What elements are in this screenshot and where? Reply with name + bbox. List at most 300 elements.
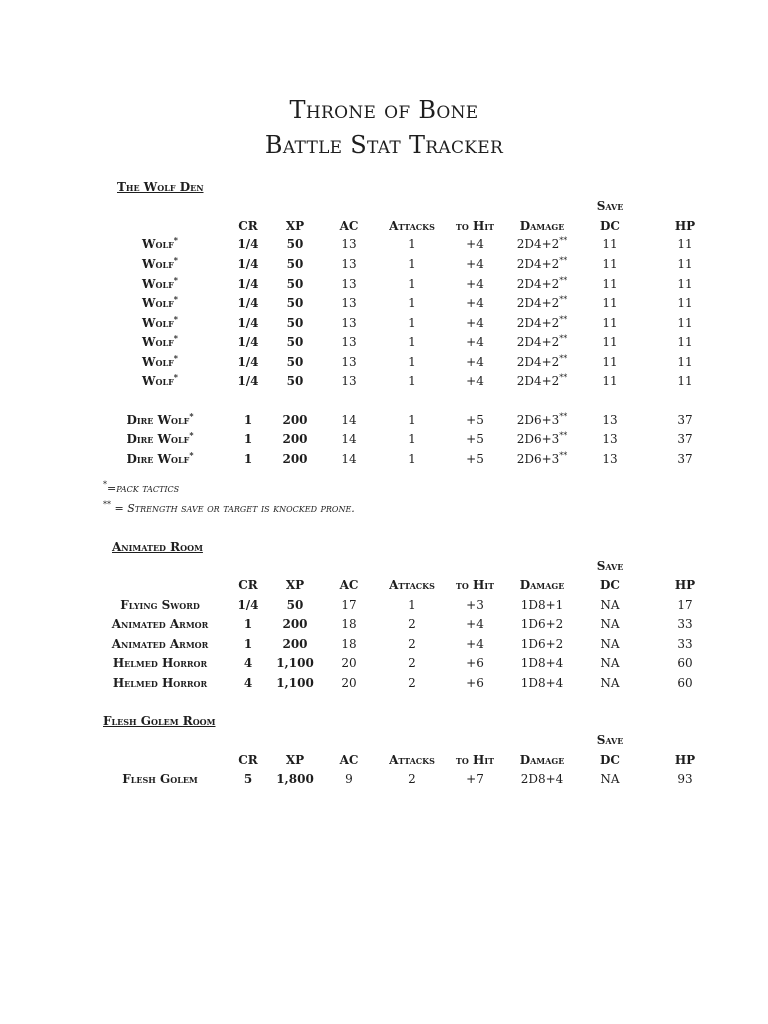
- cell-ac: [341, 617, 356, 631]
- footnote-mark: *: [173, 255, 178, 265]
- cell-damage: [517, 432, 568, 446]
- cell-to-hit: [466, 237, 484, 251]
- cell-value: 11: [602, 296, 618, 310]
- column-header-xp: XP: [285, 578, 305, 592]
- footnote: [103, 502, 355, 515]
- cell-xp: [287, 277, 304, 291]
- cell-value: 1D8+1: [520, 598, 564, 612]
- cell-value: 1: [408, 257, 416, 271]
- cell-xp: [287, 598, 304, 612]
- monster-name: [112, 617, 209, 631]
- column-header-dc: DC: [600, 753, 620, 767]
- footnote-mark: **: [559, 431, 568, 440]
- cell-ac: [341, 237, 356, 251]
- cell-value: 2: [408, 617, 416, 631]
- cell-value: 200: [282, 432, 308, 446]
- monster-name-text: Dire Wolf: [126, 432, 190, 446]
- cell-value: 11: [677, 316, 693, 330]
- footnote-mark: **: [559, 334, 568, 343]
- cell-value: +5: [466, 432, 484, 446]
- cell-damage: [521, 772, 564, 786]
- cell-cr: [244, 432, 252, 446]
- cell-xp: [287, 374, 304, 388]
- column-header-to-hit: to Hit: [455, 753, 495, 767]
- cell-ac: [341, 355, 356, 369]
- cell-value: 2D6+3: [516, 432, 560, 446]
- cell-attacks: [408, 296, 416, 310]
- cell-value: 1D8+4: [520, 656, 564, 670]
- cell-dc: [602, 355, 617, 369]
- column-header-dc: DC: [600, 578, 620, 592]
- cell-dc: [602, 432, 617, 446]
- footnote-mark: **: [559, 276, 568, 285]
- cell-value: 2D4+2: [516, 257, 560, 271]
- cell-value: NA: [600, 656, 620, 670]
- cell-value: 1: [243, 432, 253, 446]
- cell-xp: [276, 772, 314, 786]
- cell-value: 13: [602, 452, 618, 466]
- cell-to-hit: [466, 772, 484, 786]
- cell-ac: [341, 413, 356, 427]
- cell-value: 11: [602, 335, 618, 349]
- column-header-damage: Damage: [519, 578, 565, 592]
- footnote-mark: **: [559, 373, 568, 382]
- cell-value: 11: [602, 277, 618, 291]
- monster-name: [142, 335, 178, 349]
- footnote: [103, 482, 179, 495]
- cell-value: 1,100: [276, 656, 314, 670]
- cell-cr: [244, 637, 252, 651]
- monster-name: [142, 237, 178, 251]
- cell-hp: [677, 374, 692, 388]
- cell-hp: [677, 355, 692, 369]
- cell-value: +4: [466, 335, 484, 349]
- monster-name: [142, 277, 178, 291]
- cell-ac: [341, 374, 356, 388]
- monster-name: [126, 432, 193, 446]
- footnote-text: = Strength save or target is knocked prone.: [111, 502, 355, 515]
- cell-value: +6: [466, 676, 484, 690]
- column-header-save: Save: [596, 733, 624, 747]
- cell-value: 200: [282, 637, 308, 651]
- cell-value: 2: [408, 676, 416, 690]
- cell-attacks: [408, 413, 416, 427]
- footnote-mark: **: [559, 354, 568, 363]
- footnote-mark: *: [189, 430, 194, 440]
- cell-hp: [677, 617, 692, 631]
- cell-value: 13: [341, 374, 357, 388]
- monster-name-text: Animated Armor: [111, 637, 209, 651]
- cell-dc: [602, 296, 617, 310]
- cell-value: 2D8+4: [520, 772, 564, 786]
- cell-hp: [677, 277, 692, 291]
- column-header-attacks: Attacks: [389, 578, 435, 592]
- cell-cr: [244, 656, 252, 670]
- cell-to-hit: [466, 355, 484, 369]
- cell-value: 1/4: [237, 296, 259, 310]
- monster-name-text: Wolf: [142, 335, 174, 349]
- cell-damage: [517, 296, 568, 310]
- cell-to-hit: [466, 277, 484, 291]
- cell-hp: [677, 772, 692, 786]
- cell-hp: [677, 237, 692, 251]
- cell-dc: [600, 772, 619, 786]
- cell-xp: [276, 676, 314, 690]
- cell-value: 1D6+2: [520, 637, 564, 651]
- cell-value: 1: [243, 637, 253, 651]
- cell-ac: [341, 335, 356, 349]
- cell-damage: [517, 374, 568, 388]
- cell-attacks: [408, 617, 416, 631]
- cell-value: +4: [466, 257, 484, 271]
- cell-value: 11: [677, 355, 693, 369]
- cell-value: 1: [408, 598, 416, 612]
- cell-xp: [287, 257, 304, 271]
- cell-xp: [287, 316, 304, 330]
- cell-value: 13: [341, 277, 357, 291]
- cell-value: 5: [243, 772, 253, 786]
- cell-hp: [677, 316, 692, 330]
- cell-value: 20: [341, 656, 357, 670]
- cell-cr: [244, 676, 252, 690]
- cell-hp: [677, 257, 692, 271]
- monster-name: [120, 598, 200, 612]
- footnote-mark: *: [173, 294, 178, 304]
- cell-value: +4: [466, 316, 484, 330]
- column-header-hp: HP: [674, 753, 696, 767]
- cell-attacks: [408, 257, 416, 271]
- cell-value: 1: [408, 296, 416, 310]
- section-heading: Flesh Golem Room: [103, 714, 216, 728]
- footnote-mark: *: [173, 235, 178, 245]
- cell-value: 1: [243, 413, 253, 427]
- column-header-attacks: Attacks: [389, 753, 435, 767]
- cell-damage: [517, 452, 568, 466]
- cell-value: 13: [341, 316, 357, 330]
- monster-name-text: Animated Armor: [111, 617, 209, 631]
- cell-value: 50: [286, 277, 304, 291]
- cell-hp: [677, 656, 692, 670]
- cell-value: +4: [466, 374, 484, 388]
- cell-dc: [602, 452, 617, 466]
- monster-name: [112, 637, 209, 651]
- cell-damage: [521, 598, 564, 612]
- cell-value: 11: [602, 316, 618, 330]
- cell-dc: [600, 676, 619, 690]
- cell-damage: [521, 676, 564, 690]
- footnote-mark: **: [559, 256, 568, 265]
- cell-value: 1,100: [276, 676, 314, 690]
- cell-value: 33: [677, 617, 693, 631]
- monster-name: [113, 656, 207, 670]
- cell-dc: [602, 257, 617, 271]
- footnote-mark: **: [559, 295, 568, 304]
- cell-dc: [602, 335, 617, 349]
- cell-to-hit: [466, 413, 484, 427]
- monster-name: [126, 452, 193, 466]
- cell-value: 11: [677, 335, 693, 349]
- cell-value: 1D8+4: [520, 676, 564, 690]
- cell-value: 1: [408, 316, 416, 330]
- cell-attacks: [408, 452, 416, 466]
- cell-cr: [237, 335, 258, 349]
- monster-name: [126, 413, 193, 427]
- cell-cr: [244, 452, 252, 466]
- cell-value: 1: [243, 452, 253, 466]
- cell-value: NA: [600, 598, 620, 612]
- cell-value: 13: [341, 335, 357, 349]
- cell-xp: [282, 637, 307, 651]
- monster-name: [142, 257, 178, 271]
- cell-value: NA: [600, 676, 620, 690]
- cell-value: 18: [341, 637, 357, 651]
- monster-name-text: Wolf: [142, 237, 174, 251]
- cell-xp: [276, 656, 314, 670]
- cell-value: 14: [341, 432, 357, 446]
- cell-to-hit: [466, 432, 484, 446]
- cell-value: 60: [677, 676, 693, 690]
- monster-name: [142, 355, 178, 369]
- cell-to-hit: [466, 257, 484, 271]
- cell-value: 1: [408, 237, 416, 251]
- footnote-mark: *: [189, 411, 194, 421]
- cell-value: 33: [677, 637, 693, 651]
- monster-name-text: Flying Sword: [120, 598, 200, 612]
- cell-to-hit: [466, 316, 484, 330]
- cell-hp: [677, 296, 692, 310]
- cell-ac: [341, 296, 356, 310]
- cell-value: 50: [286, 316, 304, 330]
- cell-xp: [282, 413, 307, 427]
- footnote-mark: **: [559, 236, 568, 245]
- cell-dc: [600, 656, 619, 670]
- cell-xp: [287, 335, 304, 349]
- cell-value: NA: [600, 772, 620, 786]
- column-header-cr: CR: [238, 219, 258, 233]
- cell-dc: [600, 617, 619, 631]
- column-header-save: Save: [596, 199, 624, 213]
- cell-value: 93: [677, 772, 693, 786]
- cell-value: 1: [408, 432, 416, 446]
- footnote-mark: **: [559, 451, 568, 460]
- cell-value: 2D4+2: [516, 277, 560, 291]
- cell-value: +3: [466, 598, 484, 612]
- cell-value: 200: [282, 452, 308, 466]
- cell-to-hit: [466, 296, 484, 310]
- monster-name-text: Wolf: [142, 355, 174, 369]
- cell-value: 17: [341, 598, 357, 612]
- cell-value: 9: [345, 772, 353, 786]
- column-header-xp: XP: [285, 753, 305, 767]
- cell-hp: [677, 637, 692, 651]
- cell-ac: [341, 676, 356, 690]
- cell-value: 1,800: [276, 772, 314, 786]
- cell-value: 50: [286, 257, 304, 271]
- column-header-hp: HP: [674, 219, 696, 233]
- footnote-mark: *: [173, 333, 178, 343]
- cell-value: 2D4+2: [516, 355, 560, 369]
- cell-cr: [237, 355, 258, 369]
- cell-value: 18: [341, 617, 357, 631]
- cell-value: 2D6+3: [516, 413, 560, 427]
- footnote-text: =pack tactics: [107, 482, 180, 495]
- cell-value: 2: [408, 637, 416, 651]
- cell-value: 11: [677, 374, 693, 388]
- cell-value: 2D4+2: [516, 335, 560, 349]
- cell-value: 1: [408, 452, 416, 466]
- cell-value: 50: [286, 598, 304, 612]
- cell-value: 50: [286, 296, 304, 310]
- cell-cr: [237, 257, 258, 271]
- cell-attacks: [408, 277, 416, 291]
- cell-value: 1: [408, 277, 416, 291]
- cell-attacks: [408, 335, 416, 349]
- cell-ac: [341, 316, 356, 330]
- cell-attacks: [408, 355, 416, 369]
- page-title: Throne of Bone: [289, 96, 479, 124]
- cell-attacks: [408, 637, 416, 651]
- cell-value: +5: [466, 413, 484, 427]
- cell-hp: [677, 676, 692, 690]
- cell-to-hit: [466, 598, 484, 612]
- monster-name: [142, 316, 178, 330]
- column-header-dc: DC: [600, 219, 620, 233]
- monster-name-text: Wolf: [142, 277, 174, 291]
- cell-damage: [517, 413, 568, 427]
- cell-value: 1: [408, 413, 416, 427]
- cell-ac: [341, 257, 356, 271]
- footnote-mark: *: [173, 314, 178, 324]
- footnote-mark: **: [559, 315, 568, 324]
- cell-cr: [237, 277, 258, 291]
- cell-value: 200: [282, 617, 308, 631]
- cell-ac: [345, 772, 353, 786]
- cell-xp: [282, 432, 307, 446]
- column-header-cr: CR: [238, 578, 258, 592]
- cell-value: 14: [341, 413, 357, 427]
- monster-name-text: Wolf: [142, 257, 174, 271]
- column-header-attacks: Attacks: [389, 219, 435, 233]
- cell-value: +4: [466, 355, 484, 369]
- footnote-mark: **: [103, 500, 111, 509]
- cell-dc: [602, 413, 617, 427]
- cell-cr: [237, 237, 258, 251]
- cell-value: 13: [341, 257, 357, 271]
- cell-ac: [341, 432, 356, 446]
- column-header-ac: AC: [339, 753, 359, 767]
- footnote-mark: *: [103, 480, 107, 489]
- cell-value: 50: [286, 374, 304, 388]
- cell-to-hit: [466, 374, 484, 388]
- cell-value: 50: [286, 237, 304, 251]
- column-header-hp: HP: [674, 578, 696, 592]
- cell-hp: [677, 452, 692, 466]
- monster-name-text: Wolf: [142, 296, 174, 310]
- cell-value: 1: [408, 355, 416, 369]
- column-header-to-hit: to Hit: [455, 219, 495, 233]
- monster-name-text: Flesh Golem: [122, 772, 198, 786]
- column-header-xp: XP: [285, 219, 305, 233]
- cell-to-hit: [466, 637, 484, 651]
- cell-value: 200: [282, 413, 308, 427]
- cell-value: 11: [677, 277, 693, 291]
- cell-value: 17: [677, 598, 693, 612]
- cell-value: 11: [602, 374, 618, 388]
- cell-value: 37: [677, 452, 693, 466]
- cell-value: 1/4: [237, 257, 259, 271]
- cell-value: 20: [341, 676, 357, 690]
- column-header-damage: Damage: [519, 219, 565, 233]
- cell-xp: [282, 617, 307, 631]
- cell-value: +5: [466, 452, 484, 466]
- cell-cr: [244, 413, 252, 427]
- cell-value: +7: [466, 772, 484, 786]
- cell-ac: [341, 277, 356, 291]
- cell-value: 2D4+2: [516, 374, 560, 388]
- cell-dc: [602, 277, 617, 291]
- cell-to-hit: [466, 617, 484, 631]
- cell-attacks: [408, 237, 416, 251]
- cell-value: 37: [677, 413, 693, 427]
- cell-value: +4: [466, 637, 484, 651]
- column-header-cr: CR: [238, 753, 258, 767]
- cell-value: 2D4+2: [516, 296, 560, 310]
- section-heading: Animated Room: [112, 540, 203, 554]
- cell-damage: [517, 237, 568, 251]
- cell-value: 1/4: [237, 316, 259, 330]
- cell-dc: [600, 637, 619, 651]
- cell-value: NA: [600, 637, 620, 651]
- cell-value: 37: [677, 432, 693, 446]
- cell-xp: [287, 355, 304, 369]
- cell-value: 11: [602, 355, 618, 369]
- cell-value: 14: [341, 452, 357, 466]
- column-header-ac: AC: [339, 219, 359, 233]
- cell-value: 1: [408, 335, 416, 349]
- monster-name-text: Wolf: [142, 374, 174, 388]
- cell-hp: [677, 413, 692, 427]
- cell-value: 13: [602, 413, 618, 427]
- footnote-mark: *: [173, 275, 178, 285]
- cell-dc: [600, 598, 619, 612]
- cell-xp: [287, 296, 304, 310]
- cell-value: 11: [677, 237, 693, 251]
- cell-to-hit: [466, 335, 484, 349]
- monster-name: [122, 772, 198, 786]
- cell-to-hit: [466, 452, 484, 466]
- cell-value: 1/4: [237, 355, 259, 369]
- cell-dc: [602, 316, 617, 330]
- cell-value: 1/4: [237, 335, 259, 349]
- cell-ac: [341, 656, 356, 670]
- column-header-to-hit: to Hit: [455, 578, 495, 592]
- cell-value: 4: [243, 676, 253, 690]
- cell-value: NA: [600, 617, 620, 631]
- section-heading: The Wolf Den: [117, 180, 204, 194]
- cell-value: 2D4+2: [516, 316, 560, 330]
- cell-value: 1D6+2: [520, 617, 564, 631]
- footnote-mark: *: [173, 353, 178, 363]
- cell-value: 50: [286, 335, 304, 349]
- cell-attacks: [408, 432, 416, 446]
- cell-damage: [521, 656, 564, 670]
- cell-damage: [517, 335, 568, 349]
- cell-value: 1/4: [237, 277, 259, 291]
- cell-value: 1/4: [237, 598, 259, 612]
- cell-damage: [517, 316, 568, 330]
- cell-value: 4: [243, 656, 253, 670]
- footnote-mark: **: [559, 412, 568, 421]
